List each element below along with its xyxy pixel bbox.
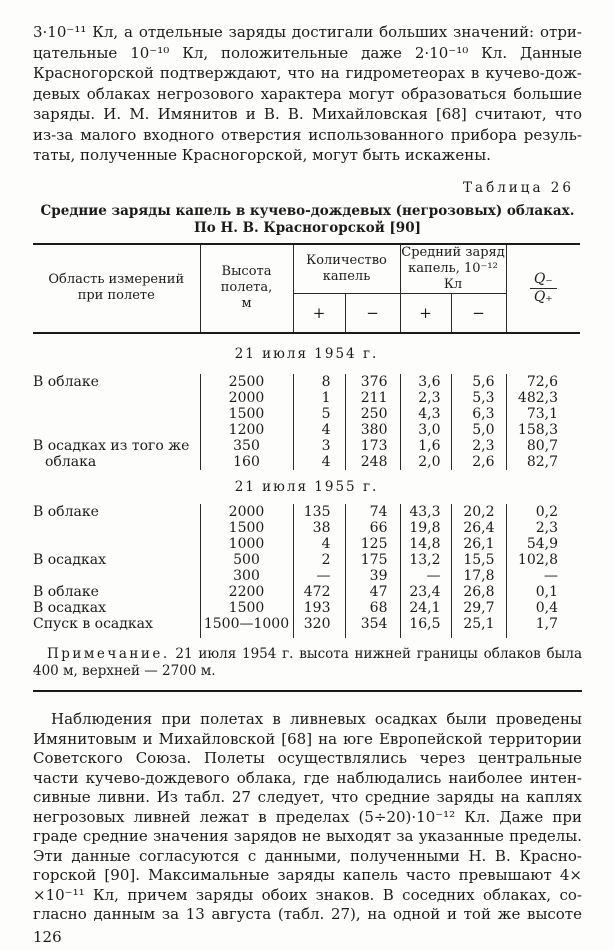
- cell-count-plus: 320: [293, 616, 345, 632]
- cell-charge-minus: 25,1: [451, 616, 506, 632]
- table-row: [33, 584, 580, 600]
- q-minus-label: Q₋: [530, 272, 557, 289]
- cell-height: 1500—1000: [200, 616, 293, 632]
- cell-charge-minus: 26,1: [451, 536, 506, 552]
- table-row: [33, 536, 580, 552]
- text-line: Красногорской подтверждают, что на гидрометеорах в кучево-дож-: [33, 64, 582, 82]
- text-line: Эти данные согласуются с данными, полученными Н. В. Красно-: [33, 846, 582, 865]
- table-title-line: Средние заряды капель в кучево-дождевых (негрозовых) облаках.: [40, 202, 575, 219]
- cell-area: [33, 520, 200, 536]
- cell-height: 1200: [200, 422, 293, 438]
- text-line: ×10⁻¹¹ Кл, причем заряды обоих знаков. В соседних облаках, со-: [33, 885, 582, 904]
- header-text: при полете: [77, 288, 155, 304]
- cell-ratio: 2,3: [506, 520, 580, 536]
- cell-charge-minus: 15,5: [451, 552, 506, 568]
- cell-ratio: 73,1: [506, 406, 580, 422]
- cell-height: 2000: [200, 504, 293, 520]
- cell-area: Спуск в осадках: [33, 616, 153, 632]
- text-line: девых облаках негрозового характера могут образоваться большие: [33, 84, 582, 103]
- header-text: м: [241, 296, 252, 312]
- table-row: [33, 552, 580, 568]
- cell-count-minus: 66: [345, 520, 400, 536]
- cell-area: В осадках: [33, 552, 106, 568]
- cell-area: [33, 422, 200, 438]
- cell-charge-minus: 2,6: [451, 454, 506, 470]
- cell-count-plus: 4: [293, 536, 345, 552]
- cell-height: 160: [200, 454, 293, 470]
- cell-ratio: 82,7: [506, 454, 580, 470]
- cell-height: 1000: [200, 536, 293, 552]
- table-title-line: По Н. В. Красногорской [90]: [194, 219, 421, 236]
- note-label: Примечание.: [47, 646, 170, 662]
- cell-count-plus: 38: [293, 520, 345, 536]
- cell-charge-minus: 5,6: [451, 374, 506, 390]
- cell-area: В облаке: [33, 504, 99, 520]
- text-line: части кучево-дождевого облака, где наблюдались наиболее интен-: [33, 768, 582, 787]
- cell-count-plus: 193: [293, 600, 345, 616]
- cell-count-plus: 3: [293, 438, 345, 454]
- group-header-drop-count: [293, 244, 400, 294]
- text-line: сивные ливни. Из табл. 27 следует, что средние заряды на каплях: [33, 788, 582, 806]
- text-line: горской [90]. Максимальные заряды капель часто превышают 4×: [33, 866, 582, 884]
- section-label-row: [33, 470, 580, 504]
- column-rule-tail: [33, 632, 580, 638]
- cell-height: 1500: [200, 406, 293, 422]
- cell-count-plus: 135: [293, 504, 345, 520]
- note-text: 21 июля 1954 г. высота нижней границы облаков была: [169, 646, 582, 662]
- cell-count-plus: 5: [293, 406, 345, 422]
- cell-count-minus: 380: [345, 422, 400, 438]
- cell-count-minus: 74: [345, 504, 400, 520]
- page-number: 126: [33, 927, 62, 946]
- cell-count-minus: 125: [345, 536, 400, 552]
- sign-minus-header: −: [451, 293, 506, 333]
- cell-count-minus: 376: [345, 374, 400, 390]
- text-line: негрозовых ливней лежат в пределах (5÷20)·10⁻¹² Кл. Даже при: [33, 807, 582, 826]
- section-label: 21 июля 1955 г.: [234, 479, 379, 495]
- header-text: Высота: [221, 264, 272, 280]
- cell-area: В осадках из того же: [33, 438, 190, 454]
- cell-area: [33, 568, 200, 584]
- cell-count-plus: 8: [293, 374, 345, 390]
- section-label: 21 июля 1954 г.: [234, 346, 379, 362]
- cell-height: 350: [200, 438, 293, 454]
- table-number-label: Таблица 26: [463, 179, 574, 196]
- table-row: [33, 390, 580, 406]
- cell-count-minus: 39: [345, 568, 400, 584]
- cell-charge-plus: 1,6: [400, 438, 451, 454]
- cell-count-plus: 2: [293, 552, 345, 568]
- cell-charge-plus: 24,1: [400, 600, 451, 616]
- cell-charge-plus: 4,3: [400, 406, 451, 422]
- cell-area: В облаке: [33, 584, 99, 600]
- cell-count-plus: 472: [293, 584, 345, 600]
- table-row: [33, 422, 580, 438]
- table-row: [33, 568, 580, 584]
- sign-plus-header: +: [400, 293, 451, 333]
- column-header-area: [33, 244, 200, 334]
- header-text: Область измерений: [48, 272, 185, 288]
- cell-charge-minus: 26,4: [451, 520, 506, 536]
- cell-count-minus: 47: [345, 584, 400, 600]
- cell-charge-plus: —: [400, 568, 451, 584]
- cell-ratio: 0,1: [506, 584, 580, 600]
- cell-ratio: 158,3: [506, 422, 580, 438]
- cell-count-plus: —: [293, 568, 345, 584]
- header-text: Количество: [306, 252, 387, 268]
- table-row: [33, 520, 580, 536]
- cell-area: [33, 390, 200, 406]
- cell-charge-plus: 2,3: [400, 390, 451, 406]
- cell-charge-minus: 6,3: [451, 406, 506, 422]
- text-line: таты, полученные Красногорской, могут быть искажены.: [33, 146, 491, 164]
- text-line: Советского Союза. Полеты осуществлялись через центральные: [33, 749, 582, 767]
- header-text: капель, 10⁻¹² Кл: [408, 260, 498, 292]
- cell-height: 500: [200, 552, 293, 568]
- cell-charge-plus: 3,0: [400, 422, 451, 438]
- cell-charge-minus: 26,8: [451, 584, 506, 600]
- cell-charge-plus: 19,8: [400, 520, 451, 536]
- cell-count-minus: 211: [345, 390, 400, 406]
- text-line: из-за малого входного отверстия использованного прибора резуль-: [33, 125, 582, 144]
- cell-charge-plus: 16,5: [400, 616, 451, 632]
- q-ratio-fraction: [530, 272, 557, 305]
- table-row: [33, 406, 580, 422]
- cell-ratio: 0,2: [506, 504, 580, 520]
- table-row: [33, 374, 580, 390]
- cell-area: [33, 536, 200, 552]
- cell-area: облака: [45, 454, 97, 470]
- cell-charge-minus: 2,3: [451, 438, 506, 454]
- cell-count-plus: 4: [293, 454, 345, 470]
- cell-height: 300: [200, 568, 293, 584]
- cell-height: 1500: [200, 600, 293, 616]
- group-header-mean-charge: [400, 244, 506, 294]
- body-paragraph: [33, 710, 582, 925]
- column-header-height: [200, 244, 293, 334]
- table-block: [33, 243, 582, 693]
- cell-count-minus: 354: [345, 616, 400, 632]
- cell-count-minus: 175: [345, 552, 400, 568]
- cell-charge-minus: 5,0: [451, 422, 506, 438]
- cell-count-minus: 68: [345, 600, 400, 616]
- cell-count-minus: 173: [345, 438, 400, 454]
- cell-charge-minus: 20,2: [451, 504, 506, 520]
- table-note: [33, 646, 582, 680]
- note-line: [33, 646, 582, 663]
- text-line: 3·10⁻¹¹ Кл, а отдельные заряды достигали больших значений: отри-: [33, 23, 582, 41]
- cell-count-plus: 1: [293, 390, 345, 406]
- section-label-row: [33, 333, 580, 374]
- q-ratio-header: [506, 244, 580, 334]
- intro-paragraph: [33, 22, 582, 166]
- table-row: [33, 616, 580, 632]
- cell-charge-plus: 14,8: [400, 536, 451, 552]
- cell-area: [33, 406, 200, 422]
- sign-minus-header: −: [345, 293, 400, 333]
- text-line: Имянитовым и Михайловской [68] на юге Европейской территории: [33, 729, 582, 748]
- header-text: полета,: [220, 280, 273, 296]
- cell-ratio: —: [506, 568, 580, 584]
- text-line: Наблюдения при полетах в ливневых осадках были проведены: [51, 710, 582, 728]
- cell-charge-minus: 5,3: [451, 390, 506, 406]
- text-line: граде средние значения зарядов не выходят за указанные пределы.: [33, 827, 582, 845]
- table-row: [33, 600, 580, 616]
- sign-plus-header: +: [293, 293, 345, 333]
- cell-ratio: 72,6: [506, 374, 580, 390]
- q-plus-label: Q₊: [533, 288, 553, 305]
- cell-area: В облаке: [33, 374, 99, 390]
- cell-charge-plus: 13,2: [400, 552, 451, 568]
- table-row: [33, 504, 580, 520]
- text-line: цательные 10⁻¹⁰ Кл, положительные даже 2·10⁻¹⁰ Кл. Данные: [33, 43, 582, 62]
- table-row: [33, 438, 580, 454]
- text-line: гласно данным за 13 августа (табл. 27), на одной и той же высоте: [33, 905, 582, 923]
- note-line: 400 м, верхней — 2700 м.: [33, 663, 216, 679]
- cell-height: 2000: [200, 390, 293, 406]
- cell-ratio: 102,8: [506, 552, 580, 568]
- measurements-table: [33, 243, 580, 639]
- text-line: заряды. И. М. Имянитов и В. В. Михайловская [68] считают, что: [33, 105, 582, 123]
- cell-charge-plus: 23,4: [400, 584, 451, 600]
- cell-charge-minus: 29,7: [451, 600, 506, 616]
- table-header: [33, 244, 580, 334]
- table-row: [33, 454, 580, 470]
- cell-height: 2500: [200, 374, 293, 390]
- cell-height: 2200: [200, 584, 293, 600]
- cell-charge-plus: 3,6: [400, 374, 451, 390]
- cell-ratio: 482,3: [506, 390, 580, 406]
- cell-charge-minus: 17,8: [451, 568, 506, 584]
- cell-count-minus: 248: [345, 454, 400, 470]
- cell-area: В осадках: [33, 600, 106, 616]
- cell-count-minus: 250: [345, 406, 400, 422]
- table-title: [33, 203, 582, 237]
- header-text: Средний заряд: [401, 244, 505, 260]
- header-text: капель: [322, 268, 371, 284]
- cell-ratio: 80,7: [506, 438, 580, 454]
- cell-count-plus: 4: [293, 422, 345, 438]
- cell-ratio: 0,4: [506, 600, 580, 616]
- cell-height: 1500: [200, 520, 293, 536]
- cell-ratio: 54,9: [506, 536, 580, 552]
- cell-charge-plus: 2,0: [400, 454, 451, 470]
- cell-ratio: 1,7: [506, 616, 580, 632]
- cell-charge-plus: 43,3: [400, 504, 451, 520]
